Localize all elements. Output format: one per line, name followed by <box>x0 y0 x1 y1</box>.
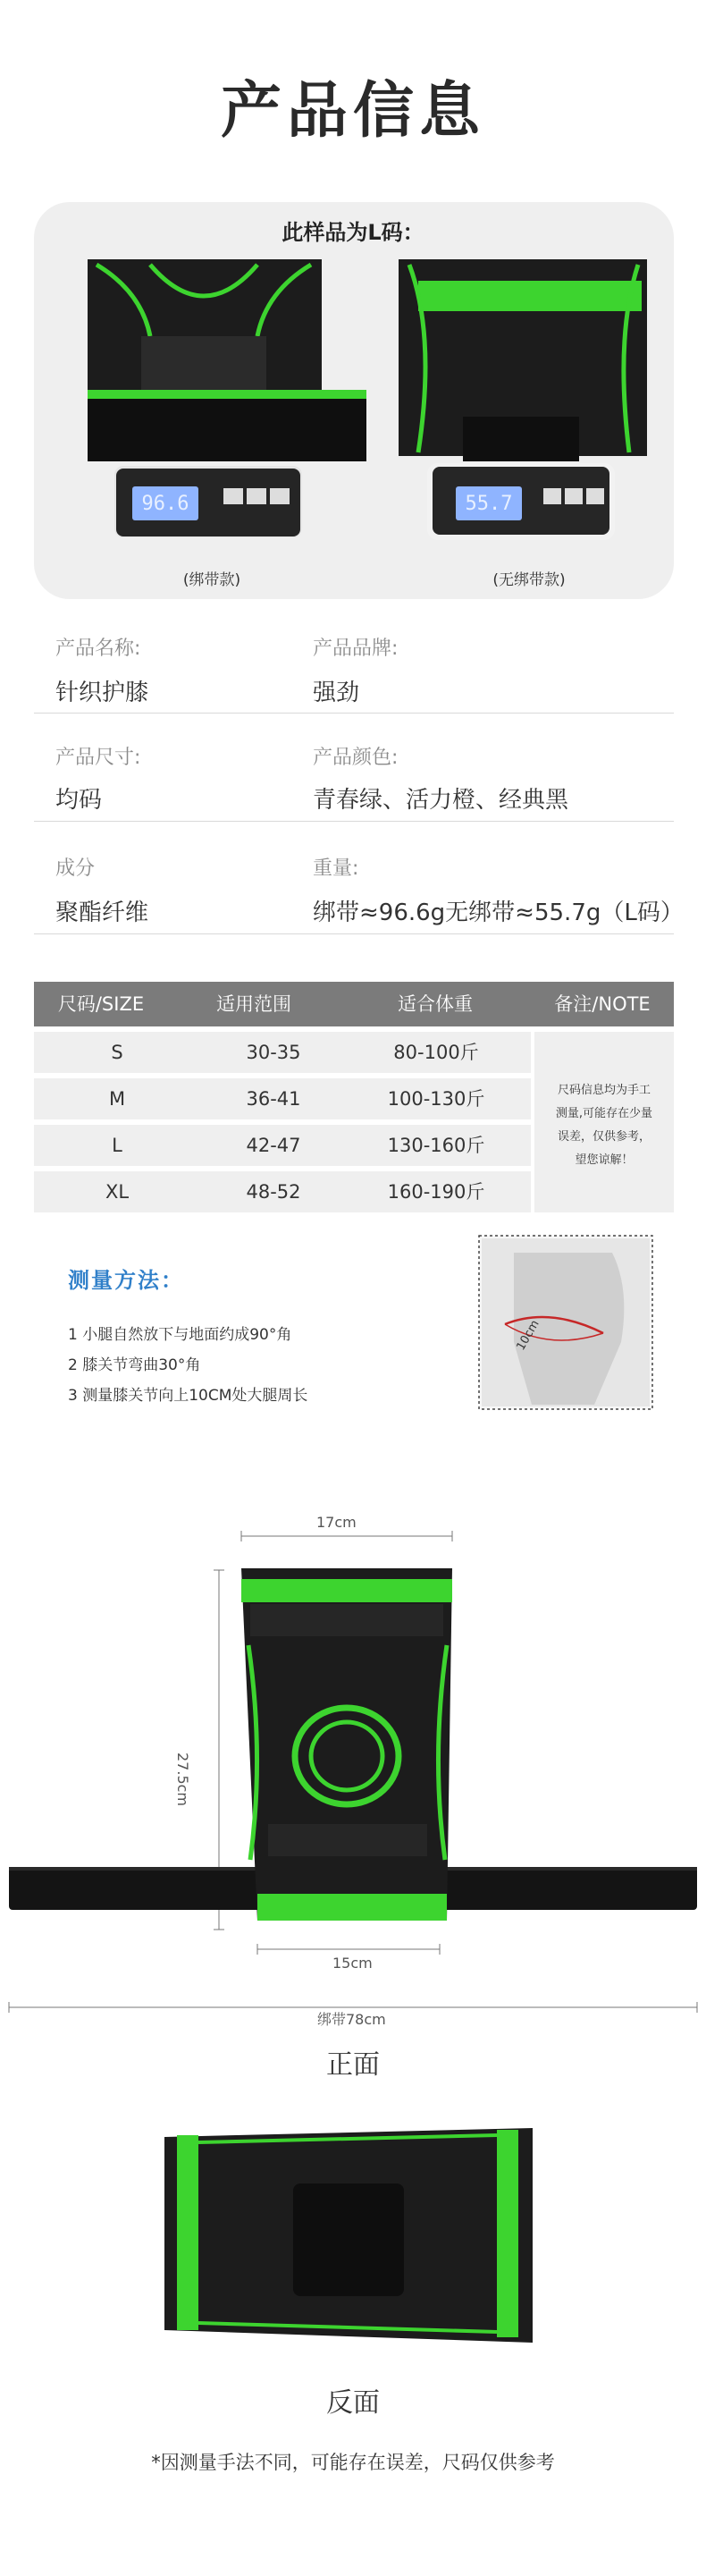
header-size: 尺码/SIZE <box>57 993 145 1015</box>
note-line: 误差，仅供参考， <box>557 1130 651 1144</box>
page-title: 产品信息 <box>220 76 485 147</box>
name-value: 针织护膝 <box>55 680 149 706</box>
strap-length-label: 绑带78cm <box>317 2011 386 2028</box>
measure-step: 1 小腿自然放下与地面约成90°角 <box>68 1326 292 1344</box>
cell-size: L <box>112 1135 122 1156</box>
strap-kneepad-photo <box>88 259 366 461</box>
left-scale-display: 96.6 <box>141 493 189 515</box>
cell-weight: 100-130斤 <box>387 1088 485 1110</box>
color-value: 青春绿、活力橙、经典黑 <box>313 787 569 814</box>
measure-step: 3 测量膝关节向上10CM处大腿周长 <box>68 1387 308 1405</box>
divider <box>34 821 674 822</box>
nostrap-kneepad-photo <box>399 259 647 461</box>
measure-step: 2 膝关节弯曲30°角 <box>68 1356 201 1374</box>
measure-diagram <box>478 1235 653 1410</box>
front-label: 正面 <box>326 2049 380 2081</box>
left-caption: (绑带款) <box>182 571 241 589</box>
cell-size: M <box>108 1088 126 1110</box>
measure-title: 测量方法： <box>68 1268 184 1293</box>
header-range: 适用范围 <box>216 993 291 1015</box>
cell-size: XL <box>105 1181 130 1203</box>
cell-range: 36-41 <box>246 1088 301 1110</box>
cell-weight: 130-160斤 <box>387 1135 485 1156</box>
weight-value: 绑带≈96.6g无绑带≈55.7g（L码） <box>313 899 684 926</box>
color-label: 产品颜色: <box>313 747 399 769</box>
sample-title: 此样品为L码： <box>282 220 424 245</box>
divider <box>34 713 674 714</box>
size-value: 均码 <box>55 787 103 814</box>
size-label: 产品尺寸: <box>55 747 141 769</box>
note-line: 望您谅解！ <box>575 1153 634 1167</box>
note-box <box>534 1032 674 1212</box>
brand-value: 强劲 <box>313 680 360 706</box>
diagram-label: 10cm <box>514 1318 542 1353</box>
cell-weight: 80-100斤 <box>393 1042 479 1063</box>
header-note: 备注/NOTE <box>554 993 651 1015</box>
bottom-width-label: 15cm <box>332 1955 373 1972</box>
footer-note: *因测量手法不同，可能存在误差，尺码仅供参考 <box>151 2452 555 2473</box>
divider <box>34 933 674 934</box>
brand-label: 产品品牌: <box>313 638 399 660</box>
height-label: 27.5cm <box>174 1753 191 1807</box>
back-view <box>161 2124 536 2348</box>
cell-range: 48-52 <box>246 1181 301 1203</box>
right-scale-display: 55.7 <box>465 493 513 515</box>
cell-weight: 160-190斤 <box>387 1181 485 1203</box>
cell-range: 30-35 <box>246 1042 301 1063</box>
weight-label: 重量: <box>313 857 359 880</box>
top-width-label: 17cm <box>316 1514 357 1531</box>
note-line: 尺码信息均为手工 <box>557 1084 651 1097</box>
left-scale <box>114 466 302 537</box>
sample-photos <box>34 202 674 599</box>
cell-range: 42-47 <box>246 1135 301 1156</box>
material-label: 成分 <box>55 857 96 880</box>
right-scale <box>427 463 615 540</box>
name-label: 产品名称: <box>55 638 141 660</box>
material-value: 聚酯纤维 <box>55 899 149 926</box>
back-label: 反面 <box>326 2387 380 2419</box>
header-weight: 适合体重 <box>398 993 473 1015</box>
note-line: 测量,可能存在少量 <box>555 1107 653 1120</box>
right-caption: (无绑带款) <box>492 571 566 589</box>
cell-size: S <box>111 1042 123 1063</box>
